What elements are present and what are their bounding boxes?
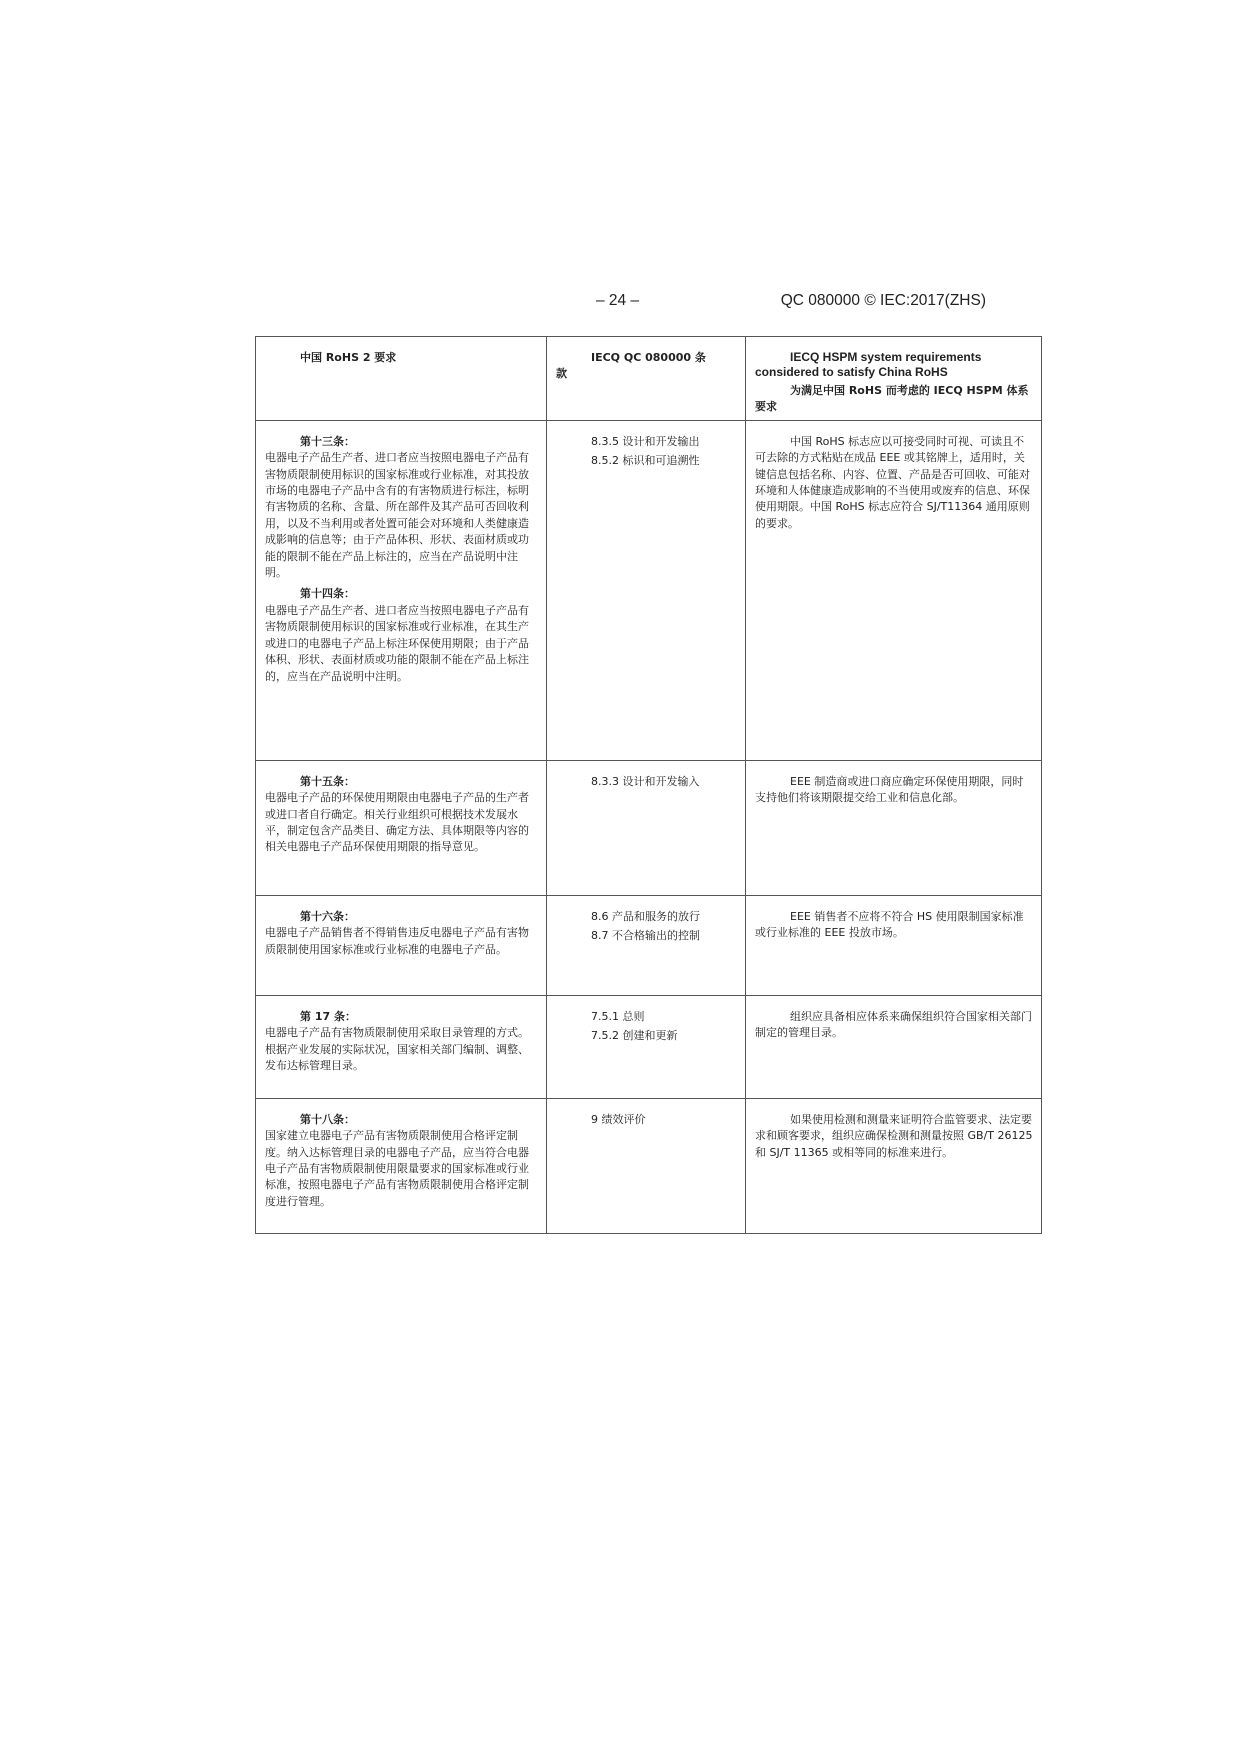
clause-reference: 9 绩效评价 bbox=[591, 1112, 646, 1126]
iecq-clause-cell bbox=[547, 995, 746, 1098]
hspm-requirement-cell bbox=[746, 760, 1042, 895]
article-body: 国家建立电器电子产品有害物质限制使用合格评定制度。纳入达标管理目录的电器电子产品，应当符合电器电子产品有害物质限制使用限量要求的国家标准或行业标准，按照电器电子产品有害物质限制使用合格评定制度进行管理。 bbox=[265, 1129, 529, 1208]
hspm-requirement-cell bbox=[746, 1098, 1042, 1233]
article-title: 第 17 条： bbox=[300, 1009, 356, 1023]
clause-reference: 7.5.2 创建和更新 bbox=[591, 1029, 678, 1043]
hspm-requirement-text: EEE 制造商或进口商应确定环保使用期限，同时支持他们将该期限提交给工业和信息化部。 bbox=[755, 774, 1024, 805]
article-body: 电器电子产品销售者不得销售违反电器电子产品有害物质限制使用国家标准或行业标准的电器电子产品。 bbox=[265, 926, 529, 956]
article-body: 电器电子产品的环保使用期限由电器电子产品的生产者或进口者自行确定。相关行业组织可根据技术发展水平，制定包含产品类目、确定方法、具体期限等内容的相关电器电子产品环保使用期限的指导意见。 bbox=[265, 791, 529, 854]
clause-reference: 7.5.1 总则 bbox=[591, 1009, 645, 1023]
table-row bbox=[256, 895, 1042, 995]
article-block bbox=[265, 774, 538, 856]
table-row bbox=[256, 420, 1042, 760]
article-title: 第十六条： bbox=[300, 909, 355, 923]
hspm-requirement-cell bbox=[746, 420, 1042, 760]
header-col2-label-line1: IECQ QC 080000 条 bbox=[591, 351, 706, 364]
article-block bbox=[265, 586, 538, 684]
article-block bbox=[265, 1112, 538, 1210]
article-title: 第十八条： bbox=[300, 1112, 355, 1126]
hspm-requirement-text: 组织应具备相应体系来确保组织符合国家相关部门制定的管理目录。 bbox=[755, 1009, 1032, 1040]
table-header-row bbox=[256, 337, 1042, 421]
iecq-clause-cell bbox=[547, 1098, 746, 1233]
china-rohs-requirement-cell bbox=[256, 995, 547, 1098]
header-col2-label-line2: 款 bbox=[556, 367, 567, 381]
header-col1-label: 中国 RoHS 2 要求 bbox=[300, 351, 397, 364]
clause-reference: 8.5.2 标识和可追溯性 bbox=[591, 454, 700, 468]
hspm-requirement-cell bbox=[746, 895, 1042, 995]
iecq-clause-cell bbox=[547, 760, 746, 895]
header-hspm-requirements bbox=[746, 337, 1042, 421]
article-block bbox=[265, 1009, 538, 1075]
china-rohs-requirement-cell bbox=[256, 1098, 547, 1233]
china-rohs-requirement-cell bbox=[256, 760, 547, 895]
article-title: 第十五条： bbox=[300, 774, 355, 788]
header-col3-label-en: IECQ HSPM system requirements considered to satisfy China RoHS bbox=[755, 350, 982, 379]
requirements-table bbox=[255, 336, 1042, 1234]
header-china-rohs-requirements bbox=[256, 337, 547, 421]
article-body: 电器电子产品生产者、进口者应当按照电器电子产品有害物质限制使用标识的国家标准或行业标准，在其生产或进口的电器电子产品上标注环保使用期限；由于产品体积、形状、表面材质或功能的限制不能在产品上标注的，应当在产品说明中注明。 bbox=[265, 603, 529, 683]
header-iecq-clause bbox=[547, 337, 746, 421]
article-body: 电器电子产品生产者、进口者应当按照电器电子产品有害物质限制使用标识的国家标准或行业标准，对其投放市场的电器电子产品中含有的有害物质进行标注，标明有害物质的名称、含量、所在部件及其产品可否回收利用，以及不当利用或者处置可能会对环境和人类健康造成影响的信息等；由于产品体积、形状、表面材质或功能的限制不能在产品上标注的，应当在产品说明中注明。 bbox=[265, 451, 529, 580]
table-row bbox=[256, 1098, 1042, 1233]
article-block bbox=[265, 909, 538, 958]
hspm-requirement-text: 中国 RoHS 标志应以可接受同时可视、可读且不可去除的方式粘贴在成品 EEE 或其铭牌上，适用时，关键信息包括名称、内容、位置、产品是否可回收、可能对环境和人体健康造成影响的不当使用或废弃的信息、环保使用期限。中国 RoHS 标志应符合 SJ/T11364 通用原则的要求。 bbox=[755, 434, 1030, 530]
hspm-requirement-cell bbox=[746, 995, 1042, 1098]
page-number: – 24 – bbox=[596, 292, 640, 309]
clause-reference: 8.3.3 设计和开发输入 bbox=[591, 774, 700, 788]
iecq-clause-cell bbox=[547, 420, 746, 760]
china-rohs-requirement-cell bbox=[256, 420, 547, 760]
clause-reference: 8.3.5 设计和开发输出 bbox=[591, 434, 700, 448]
china-rohs-requirement-cell bbox=[256, 895, 547, 995]
header-col3-label-zh: 为满足中国 RoHS 而考虑的 IECQ HSPM 体系要求 bbox=[755, 384, 1029, 414]
article-title: 第十四条： bbox=[300, 587, 355, 601]
page-header bbox=[255, 292, 986, 312]
hspm-requirement-text: 如果使用检测和测量来证明符合监管要求、法定要求和顾客要求，组织应确保检测和测量按照 GB/T 26125 和 SJ/T 11365 或相等同的标准来进行。 bbox=[755, 1112, 1033, 1159]
article-title: 第十三条： bbox=[300, 434, 355, 448]
hspm-requirement-text: EEE 销售者不应将不符合 HS 使用限制国家标准或行业标准的 EEE 投放市场。 bbox=[755, 909, 1024, 940]
document-identifier: QC 080000 © IEC:2017(ZHS) bbox=[780, 292, 986, 309]
iecq-clause-cell bbox=[547, 895, 746, 995]
article-body: 电器电子产品有害物质限制使用采取目录管理的方式。根据产业发展的实际状况，国家相关部门编制、调整、发布达标管理目录。 bbox=[265, 1026, 529, 1073]
table-row bbox=[256, 760, 1042, 895]
clause-reference: 8.7 不合格输出的控制 bbox=[591, 929, 700, 943]
table-row bbox=[256, 995, 1042, 1098]
clause-reference: 8.6 产品和服务的放行 bbox=[591, 909, 700, 923]
article-block bbox=[265, 434, 538, 582]
